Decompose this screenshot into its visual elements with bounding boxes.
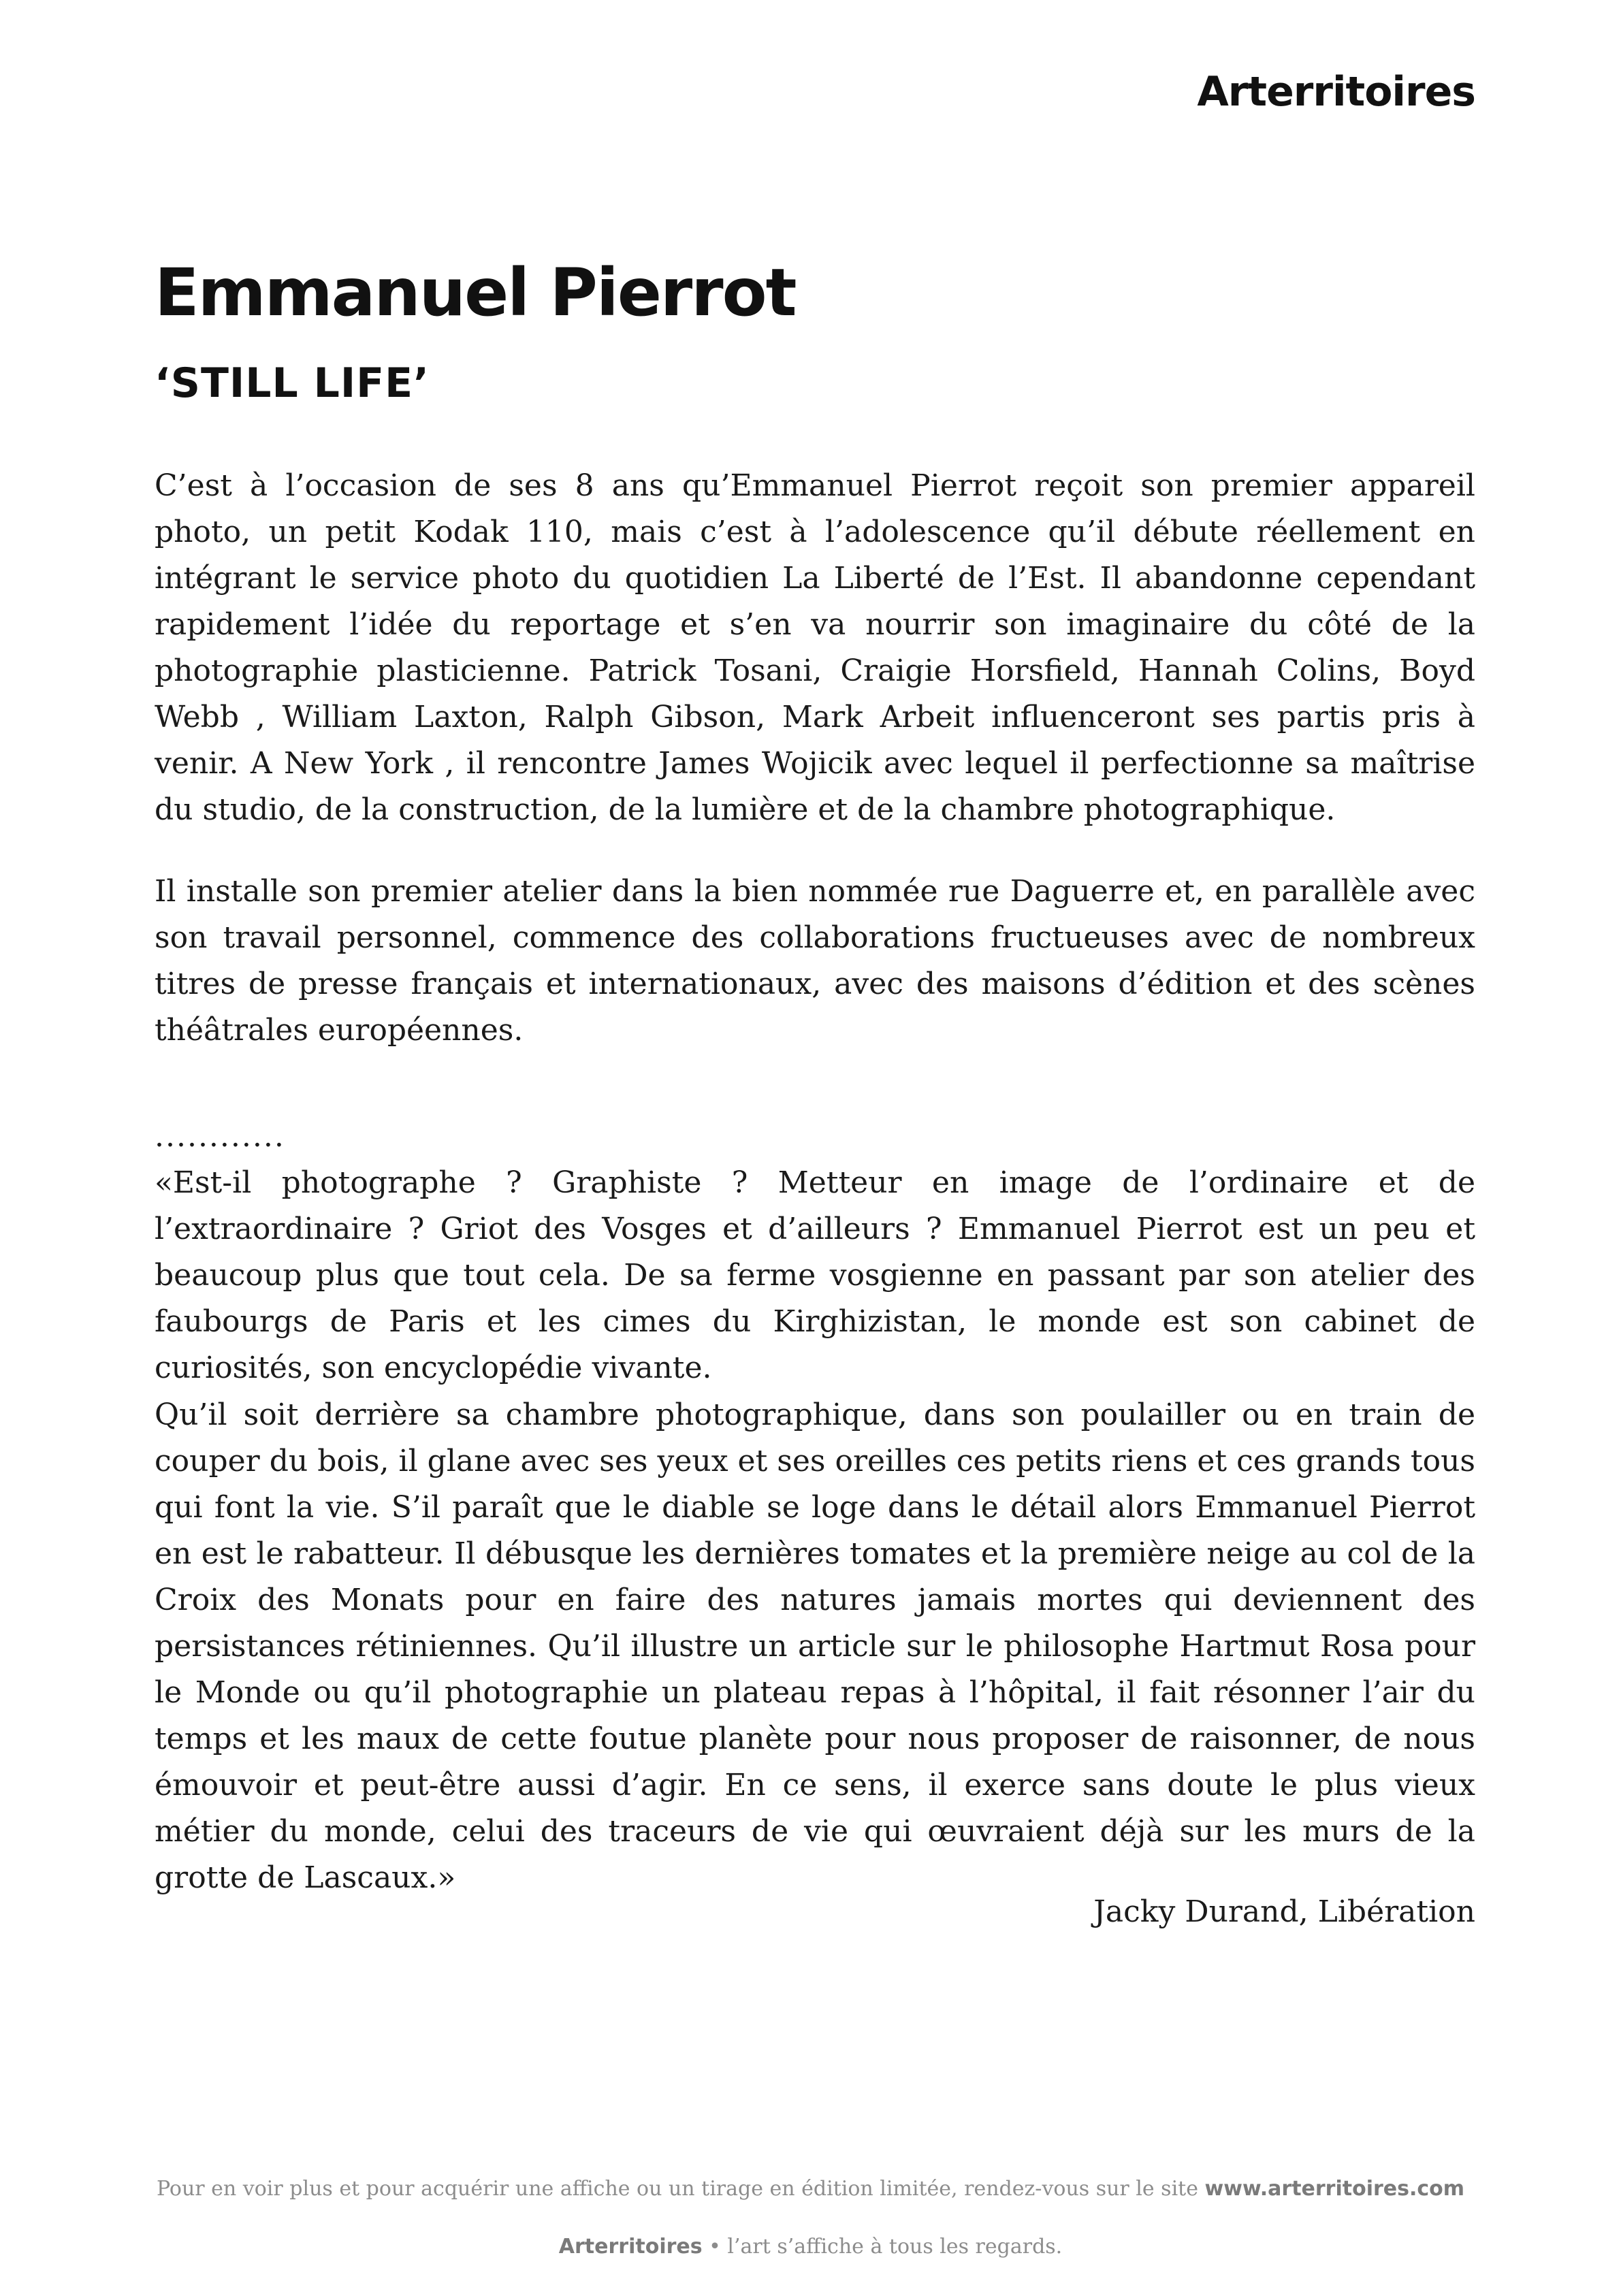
bio-paragraph-1: C’est à l’occasion de ses 8 ans qu’Emmanuel Pierrot reçoit son premier appareil photo, un petit Kodak 110, mais c’est à l’adolescence qu’il débute réellement en intégrant le service photo du quotidien La Liberté de l’Est. Il abandonne cependant rapidement l’idée du reportage et s’en va nourrir son imaginaire du côté de la photographie plasticienne. Patrick Tosani, Craigie Horsfield, Hannah Colins, Boyd Webb , William Laxton, Ralph Gibson, Mark Arbeit influenceront ses partis pris à venir. A New York , il rencontre James Wojicik avec lequel il perfectionne sa maîtrise du studio, de la construction, de la lumière et de la chambre photographique. [155, 468, 1475, 827]
quote-paragraph-2: Qu’il soit derrière sa chambre photographique, dans son poulailler ou en train de couper du bois, il glane avec ses yeux et ses oreilles ces petits riens et ces grands tous qui font la vie. S’il paraît que le diable se loge dans le détail alors Emmanuel Pierrot en est le rabatteur. Il débusque les dernières tomates et la première neige au col de la Croix des Monats pour en faire des natures jamais mortes qui deviennent des persistances rétiniennes. Qu’il illustre un article sur le philosophe Hartmut Rosa pour le Monde ou qu’il photographie un plateau repas à l’hôpital, il fait résonner l’air du temps et les maux de cette foutue planète pour nous proposer de raisonner, de nous émouvoir et peut-être aussi d’agir. En ce sens, il exerce sans doute le plus vieux métier du monde, celui des traceurs de vie qui œuvraient déjà sur les murs de la grotte de Lascaux.» [155, 1397, 1475, 1895]
footer-info [0, 2177, 1621, 2201]
footer-tagline-text: • l’art s’affiche à tous les regards. [702, 2235, 1063, 2259]
footer-info-text: Pour en voir plus et pour acquérir une affiche ou un tirage en édition limitée, rendez-vous sur le site [156, 2177, 1205, 2201]
section-separator: ............ [155, 1119, 285, 1154]
website-link[interactable]: www.arterritoires.com [1204, 2177, 1465, 2201]
quote-signature: Jacky Durand, Libération [1093, 1894, 1475, 1929]
quote-paragraph-1: «Est-il photographe ? Graphiste ? Metteur en image de l’ordinaire et de l’extraordinaire ? Griot des Vosges et d’ailleurs ? Emmanuel Pierrot est un peu et beaucoup plus que tout cela. De sa ferme vosgienne en passant par son atelier des faubourgs de Paris et les cimes du Kirghizistan, le monde est son cabinet de curiosités, son encyclopédie vivante. [155, 1165, 1475, 1385]
brand-logo: Arterritoires [1197, 68, 1475, 116]
footer-brand: Arterritoires [558, 2235, 703, 2259]
page-subtitle: ‘STILL LIFE’ [155, 359, 430, 407]
footer-tagline [0, 2235, 1621, 2259]
page-title: Emmanuel Pierrot [155, 255, 796, 331]
bio-paragraph-2: Il installe son premier atelier dans la bien nommée rue Daguerre et, en parallèle avec son travail personnel, commence des collaborations fructueuses avec de nombreux titres de presse français et internationaux, avec des maisons d’édition et des scènes théâtrales européennes. [155, 874, 1475, 1048]
